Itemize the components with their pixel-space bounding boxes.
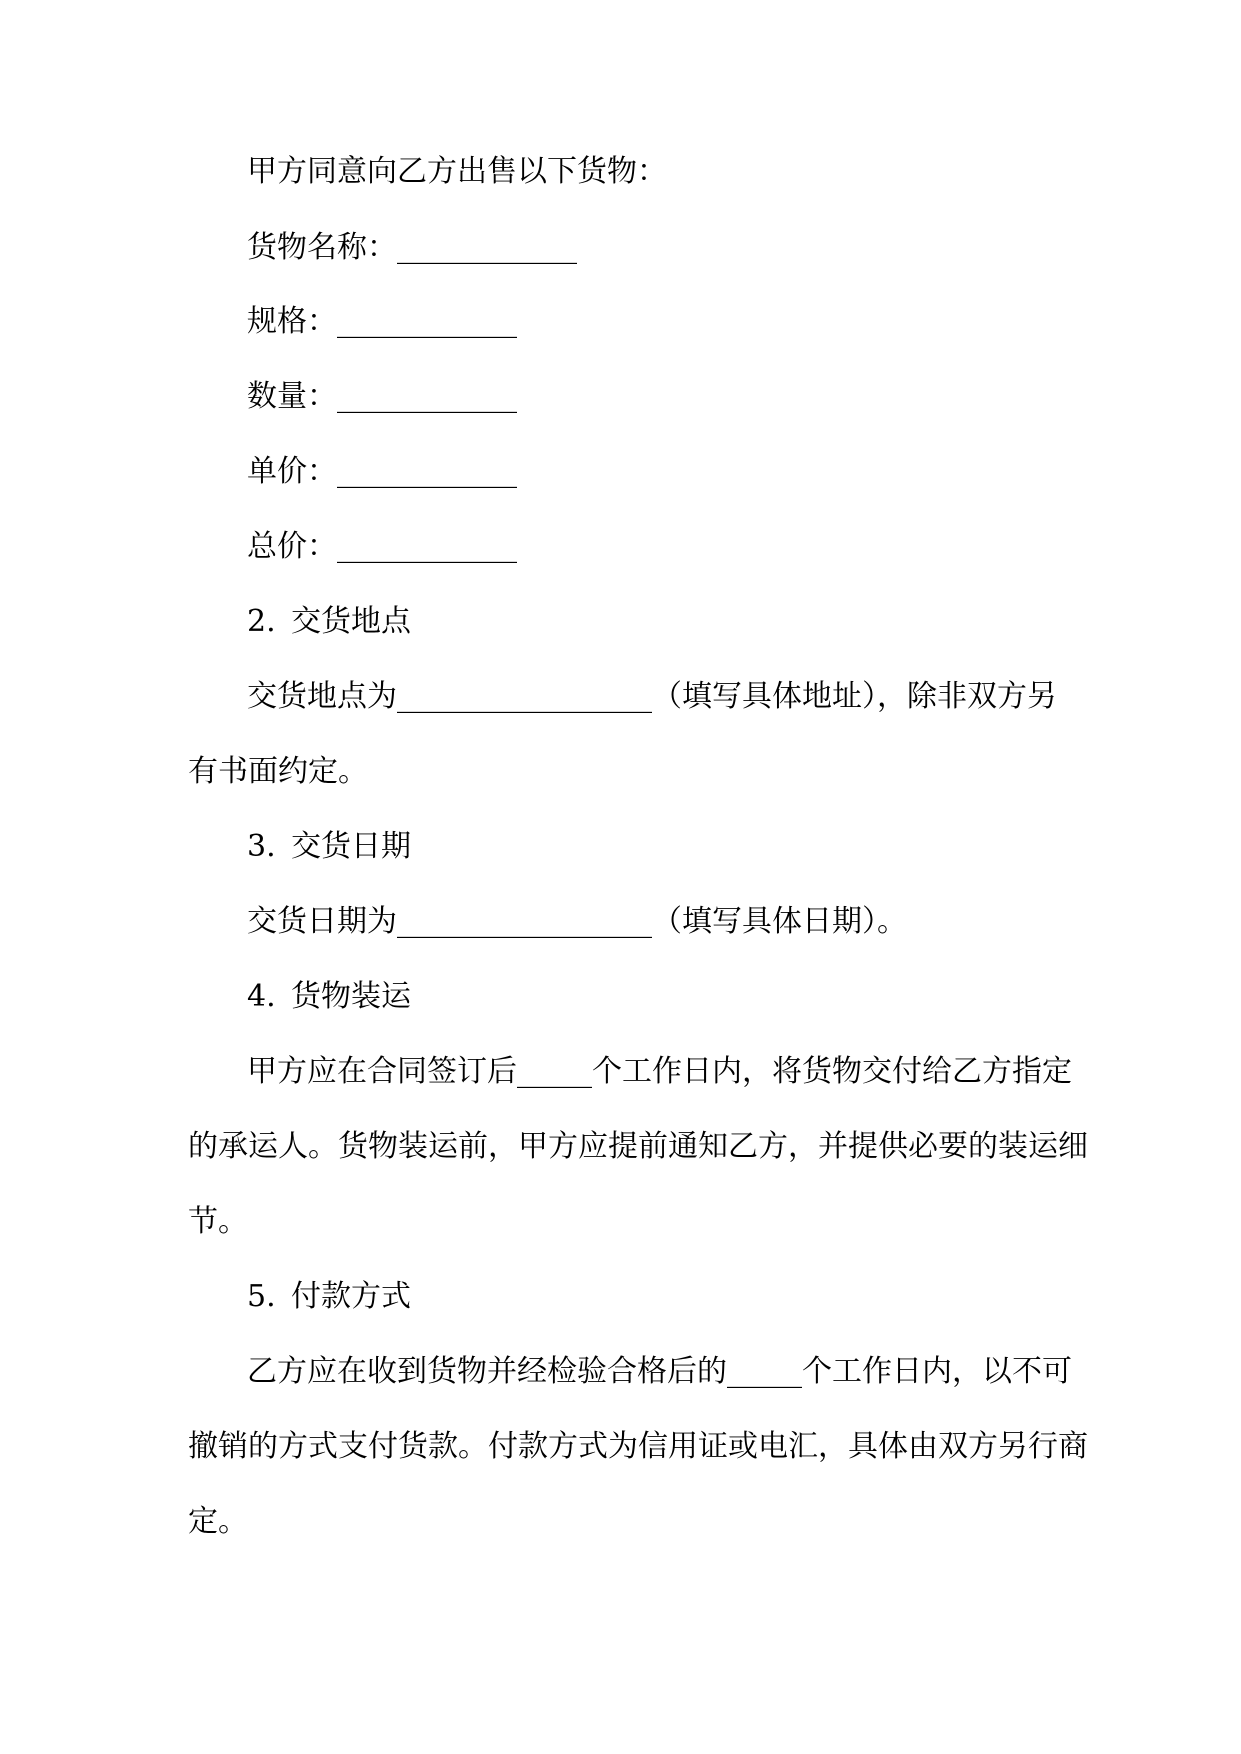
spec-field: 规格：____________	[247, 304, 517, 339]
shipment-paragraph-line-1: 甲方应在合同签订后_____个工作日内，将货物交付给乙方指定	[247, 1054, 1072, 1089]
goods-intro-text: 甲方同意向乙方出售以下货物：	[247, 154, 667, 189]
section-number: 3.	[247, 829, 276, 864]
shipment-paragraph-line-3: 节。	[188, 1204, 248, 1239]
section-heading-delivery-location	[247, 602, 411, 642]
section-heading-shipment	[247, 977, 411, 1017]
section-heading-payment	[247, 1277, 411, 1317]
section-number: 5.	[247, 1279, 276, 1314]
delivery-location-paragraph-line-1: 交货地点为_________________（填写具体地址），除非双方另	[247, 679, 1057, 714]
delivery-date-paragraph-line-1: 交货日期为_________________（填写具体日期）。	[247, 904, 907, 939]
section-title: 交货日期	[291, 829, 411, 864]
total-price-field: 总价：____________	[247, 529, 517, 564]
goods-name-field: 货物名称：____________	[247, 230, 577, 265]
section-title: 付款方式	[291, 1279, 411, 1314]
payment-paragraph-line-3: 定。	[188, 1504, 248, 1539]
section-number: 4.	[247, 979, 276, 1014]
shipment-paragraph-line-2: 的承运人。货物装运前，甲方应提前通知乙方，并提供必要的装运细	[188, 1129, 1088, 1164]
payment-paragraph-line-2: 撤销的方式支付货款。付款方式为信用证或电汇，具体由双方另行商	[188, 1429, 1088, 1464]
unit-price-field: 单价：____________	[247, 454, 517, 489]
section-number: 2.	[247, 604, 276, 639]
payment-paragraph-line-1: 乙方应在收到货物并经检验合格后的_____个工作日内，以不可	[247, 1354, 1072, 1389]
delivery-location-paragraph-line-2: 有书面约定。	[188, 754, 368, 789]
section-title: 交货地点	[291, 604, 411, 639]
section-title: 货物装运	[291, 979, 411, 1014]
section-heading-delivery-date	[247, 827, 411, 867]
quantity-field: 数量：____________	[247, 379, 517, 414]
